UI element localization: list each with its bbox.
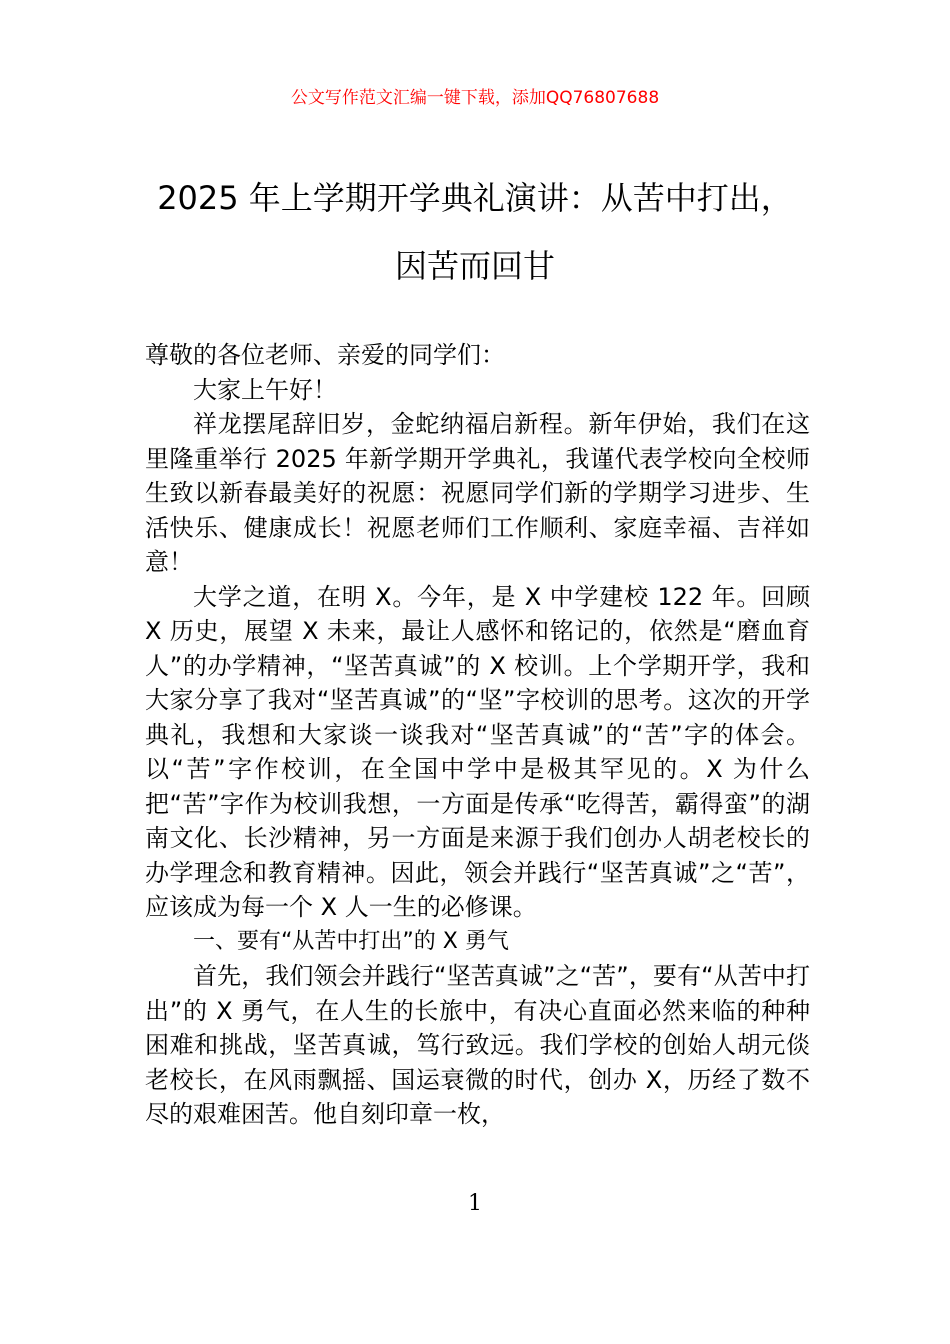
- header-note: 公文写作范文汇编一键下载，添加QQ76807688: [290, 88, 660, 108]
- document-body: [145, 338, 810, 1132]
- section-heading: 一、要有“从苦中打出”的 X 勇气: [193, 928, 509, 954]
- page-number: 1: [468, 1191, 482, 1216]
- paragraph: 祥龙摆尾辞旧岁，金蛇纳福启新程。新年伊始，我们在这里隆重举行 2025 年新学期开学典礼，我谨代表学校向全校师生致以新春最美好的祝愿：祝愿同学们新的学期学习进步、生活快乐、健康成长！祝愿老师们工作顺利、家庭幸福、吉祥如意！: [145, 410, 810, 576]
- greeting: 大家上午好！: [193, 375, 337, 404]
- paragraph: 首先，我们领会并践行“坚苦真诚”之“苦”，要有“从苦中打出”的 X 勇气，在人生的长旅中，有决心直面必然来临的种种困难和挑战，坚苦真诚，笃行致远。我们学校的创始人胡元倓老校长，在风雨飘摇、国运衰微的时代，创办 X，历经了数不尽的艰难困苦。他自刻印章一枚，: [145, 962, 810, 1128]
- paragraph: 大学之道，在明 X。今年，是 X 中学建校 122 年。回顾 X 历史，展望 X 未来，最让人感怀和铭记的，依然是“磨血育人”的办学精神，“坚苦真诚”的 X 校训。上个学期开学，我和大家分享了我对“坚苦真诚”的“坚”字校训的思考。这次的开学典礼，我想和大家谈一谈我对“坚苦真诚”的“苦”字的体会。以“苦”字作校训，在全国中学中是极其罕见的。X 为什么把“苦”字作为校训我想，一方面是传承“吃得苦，霸得蛮”的湖南文化、长沙精神，另一方面是来源于我们创办人胡老校长的办学理念和教育精神。因此，领会并践行“坚苦真诚”之“苦”，应该成为每一个 X 人一生的必修课。: [145, 582, 810, 921]
- document-title-line-2: 因苦而回甘: [394, 247, 555, 285]
- document-title-line-1: 2025 年上学期开学典礼演讲：从苦中打出，: [157, 179, 793, 217]
- salutation: 尊敬的各位老师、亲爱的同学们：: [145, 341, 505, 369]
